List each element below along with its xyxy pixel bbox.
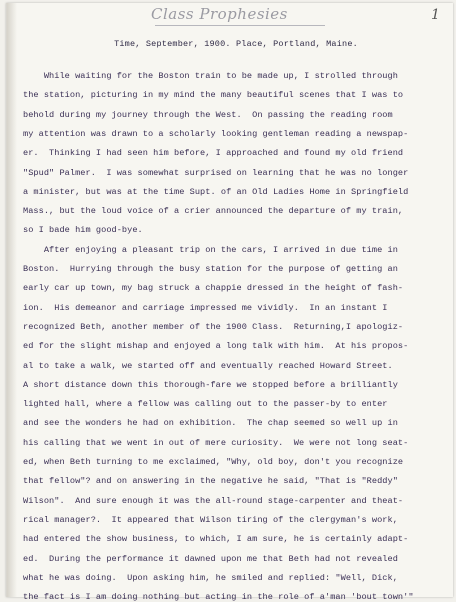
text-line: After enjoying a pleasant trip on the cars, I arrived in due time in: [23, 244, 398, 255]
text-line: his calling that we went in out of mere curiosity. We were not long seat-: [23, 437, 409, 448]
text-line: er. Thinking I had seen him before, I approached and found my old friend: [23, 148, 404, 159]
time-place-header: Time, September, 1900. Place, Portland, Maine.: [114, 39, 358, 49]
text-line: the station, picturing in my mind the many beautiful scenes that I was to: [23, 90, 404, 101]
text-line: lighted hall, where a fellow was calling out to the passer-by to enter: [23, 399, 388, 410]
text-line: rical manager?. It appeared that Wilson tiring of the clergyman's work,: [23, 514, 398, 525]
text-line: al to take a walk, we started off and eventually reached Howard Street.: [23, 360, 393, 371]
text-line: While waiting for the Boston train to be made up, I strolled through: [23, 71, 398, 81]
text-line: and see the wonders he had on exhibition. The chap seemed so well up in: [23, 418, 398, 429]
text-line: ion. His demeanor and carriage impressed me vividly. In an instant I: [23, 302, 388, 313]
text-line: ed, when Beth turning to me exclaimed, "Why, old boy, don't you recognize: [23, 457, 404, 467]
text-line: Wilson". And sure enough it was the all-round stage-carpenter and theat-: [23, 495, 404, 506]
text-line: ed. During the performance it dawned upon me that Beth had not revealed: [23, 553, 398, 564]
text-line: Mass., but the loud voice of a crier announced the departure of my train,: [23, 206, 404, 217]
text-line: ed for the slight mishap and enjoyed a long talk with him. At his propos-: [23, 341, 409, 352]
text-line: that fellow"? and on answering in the negative he said, "That is "Reddy": [23, 476, 398, 487]
document-page: [6, 3, 453, 602]
text-line: recognized Beth, another member of the 1900 Class. Returning,I apologiz-: [23, 321, 404, 332]
text-line: behold during my journey through the West. On passing the reading room: [23, 109, 393, 120]
text-line: the fact is I am doing nothing but acting in the role of a'man 'bout town'": [23, 592, 414, 602]
text-line: what he was doing. Upon asking him, he smiled and replied: "Well, Dick,: [23, 572, 398, 583]
text-line: early car up town, my bag struck a chappie dressed in the height of fash-: [23, 283, 404, 294]
text-line: A short distance down this thorough-fare we stopped before a brilliantly: [23, 379, 398, 390]
handwritten-title: Class Prophesies: [151, 5, 288, 23]
text-line: "Spud" Palmer. I was somewhat surprised on learning that he was no longer: [23, 167, 409, 178]
title-underline: [155, 25, 325, 26]
text-line: a minister, but was at the time Supt. of an Old Ladies Home in Springfield: [23, 186, 409, 197]
text-line: so I bade him good-bye.: [23, 225, 143, 236]
text-line: had entered the show business, to which, I am sure, he is certainly adapt-: [23, 534, 409, 545]
text-line: Boston. Hurrying through the busy station for the purpose of getting an: [23, 264, 398, 274]
text-line: my attention was drawn to a scholarly looking gentleman reading a newspap-: [23, 128, 409, 139]
page-number: 1: [431, 7, 440, 23]
